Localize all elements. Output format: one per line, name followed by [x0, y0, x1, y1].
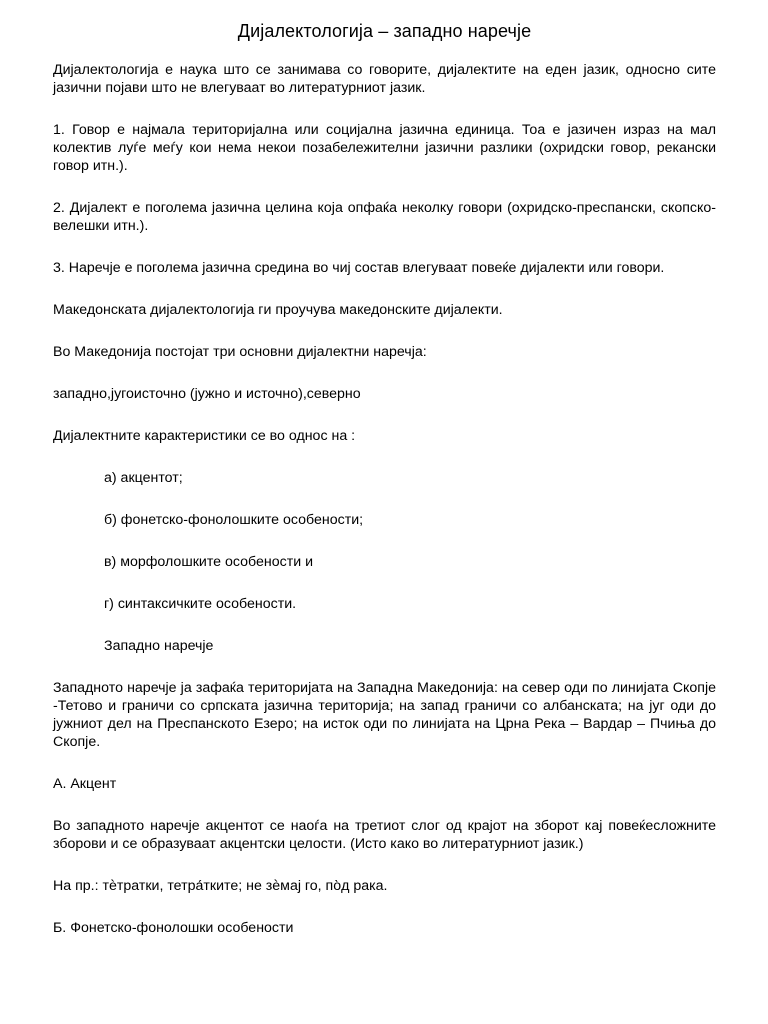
list-item-fonetsko: б) фонетско-фонолошките особености; — [104, 512, 364, 528]
paragraph-tri-narechja: Во Македонија постојат три основни дијалектни наречја: — [53, 344, 427, 360]
page-title: Дијалектологија – западно наречје — [237, 21, 532, 41]
section-heading-akcent: А. Акцент — [53, 776, 117, 792]
paragraph-dijalekt: 2. Дијалект е поголема јазична целина која опфаќа неколку говори (охридско-преспански, скопско-велешки итн.). — [53, 200, 716, 234]
list-item-sintaksichki: г) синтаксичките особености. — [104, 596, 297, 612]
paragraph-primer: На пр.: тѐтратки, тетра́тките; не зѐмај го, по̀д рака. — [53, 878, 388, 894]
paragraph-teritorija: Западното наречје ја зафаќа територијата на Западна Македонија: на север оди по линијата Скопје -Тетово и граничи со српската јазична територија; на запад граничи со албанската; на југ оди до јужниот дел на Преспанското Езеро; на исток оди по линијата на Црна Река – Вардар – Пчиња до Скопје. — [53, 680, 716, 750]
paragraph-makedonska: Македонската дијалектологија ги проучува македонските дијалекти. — [53, 302, 503, 318]
list-item-akcent: а) акцентот; — [104, 470, 183, 486]
paragraph-narechje: 3. Наречје е поголема јазична средина во чиј состав влегуваат повеќе дијалекти или говори. — [53, 260, 665, 276]
paragraph-govor: 1. Говор е најмала територијална или социјална јазична единица. Тоа е јазичен израз на мал колектив луѓе меѓу кои нема некои позабележителни јазични разлики (охридски говор, рекански говор итн.). — [53, 122, 716, 174]
paragraph-karakteristiki: Дијалектните карактеристики се во однос на : — [53, 428, 356, 444]
list-item-morfoloshki: в) морфолошките особености и — [104, 554, 314, 570]
paragraph-akcent: Во западното наречје акцентот се наоѓа на третиот слог од крајот на зборот кај повеќесложните зборови и се образуваат акцентски целости. (Исто како во литературниот јазик.) — [53, 818, 716, 852]
paragraph-list-narechja: западно,југоисточно (јужно и источно),северно — [53, 386, 361, 402]
section-heading-fonetsko: Б. Фонетско-фонолошки особености — [53, 920, 294, 936]
paragraph-intro: Дијалектологија е наука што се занимава со говорите, дијалектите на еден јазик, односно сите јазични појави што не влегуваат во литературниот јазик. — [53, 62, 716, 96]
section-heading-zapadno: Западно наречје — [104, 638, 214, 654]
